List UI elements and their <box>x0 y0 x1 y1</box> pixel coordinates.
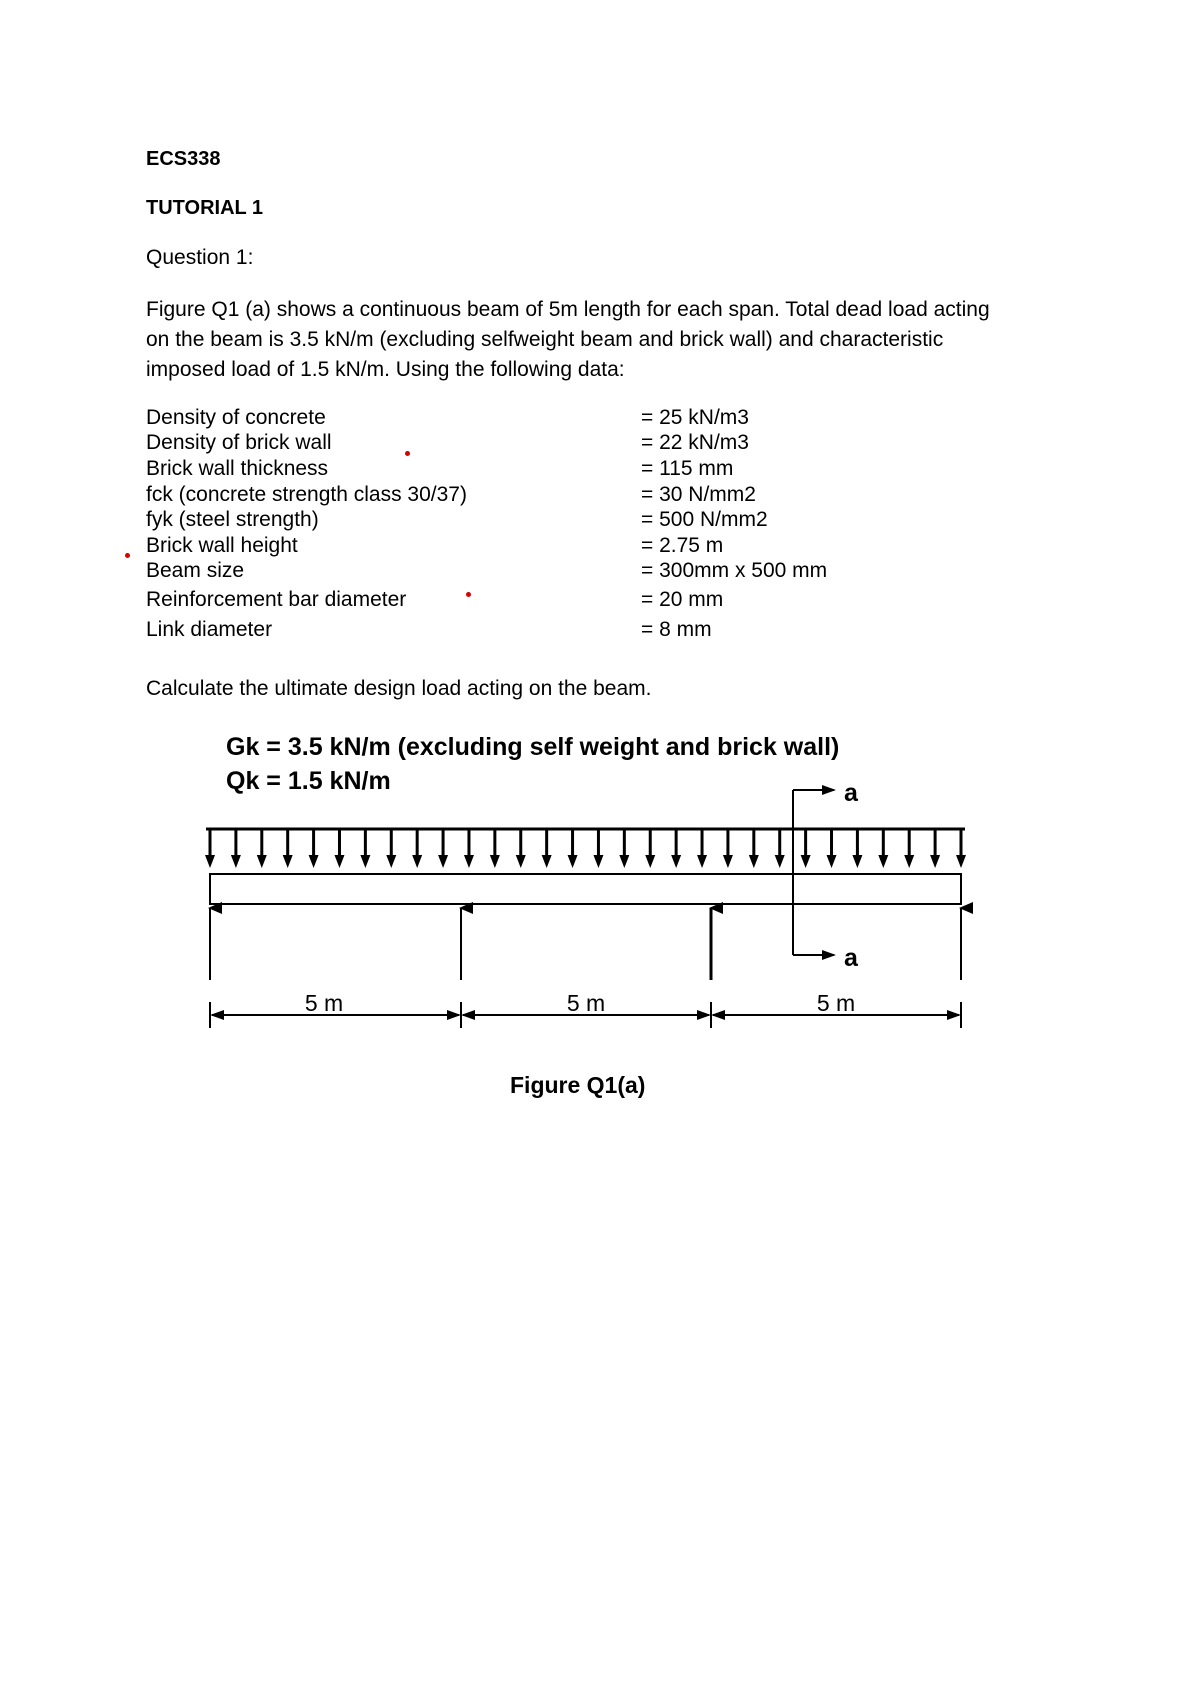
data-label: fyk (steel strength) <box>146 508 319 531</box>
load-arrow-head <box>593 855 603 868</box>
load-arrow-head <box>231 855 241 868</box>
section-label-top: a <box>844 779 858 807</box>
data-value: = 2.75 m <box>641 534 724 557</box>
data-value: = 22 kN/m3 <box>641 431 749 454</box>
data-label: Brick wall height <box>146 534 298 557</box>
load-arrow-head <box>801 855 811 868</box>
load-arrow-head <box>827 855 837 868</box>
load-arrow-head <box>412 855 422 868</box>
load-arrow-head <box>438 855 448 868</box>
data-row-link-diameter <box>146 618 712 642</box>
data-label: Brick wall thickness <box>146 457 329 480</box>
load-arrow-head <box>904 855 914 868</box>
load-arrow-head <box>309 855 319 868</box>
data-row-fck <box>146 483 756 507</box>
span-label: 5 m <box>816 990 856 1016</box>
load-arrow-head <box>257 855 267 868</box>
data-value: = 25 kN/m3 <box>641 406 749 429</box>
load-arrow-head <box>568 855 578 868</box>
data-row-bar-diameter <box>146 588 724 612</box>
load-arrow-head <box>386 855 396 868</box>
load-arrow-head <box>205 855 215 868</box>
data-row-density-brick <box>146 431 749 455</box>
section-label-bottom: a <box>844 944 858 972</box>
load-arrow-head <box>956 855 966 868</box>
load-arrow-head <box>930 855 940 868</box>
load-arrow-head <box>542 855 552 868</box>
load-arrow-head <box>464 855 474 868</box>
question-instruction: Calculate the ultimate design load acting on the beam. <box>146 677 652 700</box>
load-arrow-head <box>775 855 785 868</box>
distributed-load-arrows <box>205 829 966 868</box>
beam-diagram <box>190 730 980 1060</box>
load-arrow-head <box>490 855 500 868</box>
tutorial-title: TUTORIAL 1 <box>146 197 264 219</box>
red-annotation-dot <box>466 592 471 597</box>
load-arrow-head <box>334 855 344 868</box>
paragraph-line: on the beam is 3.5 kN/m (excluding selfweight beam and brick wall) and characteristic <box>146 328 944 351</box>
load-arrow-head <box>723 855 733 868</box>
load-arrow-head <box>697 855 707 868</box>
data-value: = 115 mm <box>641 457 734 480</box>
data-value: = 500 N/mm2 <box>641 508 768 531</box>
load-arrow-head <box>671 855 681 868</box>
load-arrow-head <box>283 855 293 868</box>
data-value: = 30 N/mm2 <box>641 483 756 506</box>
data-value: = 8 mm <box>641 618 712 641</box>
data-label: Density of brick wall <box>146 431 332 454</box>
data-row-beam-size <box>146 559 828 583</box>
red-annotation-dot <box>125 553 130 558</box>
beam <box>210 874 961 904</box>
gk-label: Gk = 3.5 kN/m (excluding self weight and brick wall) <box>226 733 840 761</box>
span-label: 5 m <box>304 990 344 1016</box>
red-annotation-dot <box>405 451 410 456</box>
data-label: fck (concrete strength class 30/37) <box>146 483 467 506</box>
paragraph-line: Figure Q1 (a) shows a continuous beam of 5m length for each span. Total dead load acting <box>146 298 990 321</box>
load-arrow-head <box>360 855 370 868</box>
load-arrow-head <box>516 855 526 868</box>
question-label: Question 1: <box>146 246 254 269</box>
paragraph-line: imposed load of 1.5 kN/m. Using the following data: <box>146 358 625 381</box>
data-label: Density of concrete <box>146 406 326 429</box>
course-code: ECS338 <box>146 148 221 170</box>
data-row-fyk <box>146 508 768 532</box>
span-label: 5 m <box>566 990 606 1016</box>
data-label: Reinforcement bar diameter <box>146 588 407 611</box>
data-row-density-concrete <box>146 406 749 430</box>
figure-caption: Figure Q1(a) <box>510 1072 646 1098</box>
load-arrow-head <box>878 855 888 868</box>
load-arrow-head <box>645 855 655 868</box>
load-arrow-head <box>619 855 629 868</box>
load-arrow-head <box>852 855 862 868</box>
data-label: Beam size <box>146 559 245 582</box>
qk-label: Qk = 1.5 kN/m <box>226 767 391 795</box>
question-paragraph <box>146 295 1086 385</box>
data-value: = 300mm x 500 mm <box>641 559 828 582</box>
data-row-wall-height <box>146 534 724 558</box>
load-arrow-head <box>749 855 759 868</box>
data-value: = 20 mm <box>641 588 724 611</box>
data-row-wall-thickness <box>146 457 734 481</box>
data-label: Link diameter <box>146 618 273 641</box>
